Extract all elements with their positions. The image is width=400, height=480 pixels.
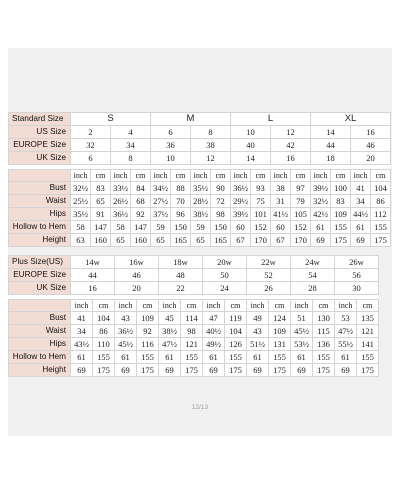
plus-measure-value: 114	[181, 312, 203, 325]
standard-measure-label: Hollow to Hem	[9, 221, 71, 234]
standard-measure-value: 60	[231, 221, 251, 234]
plus-measure-value: 69	[71, 364, 93, 377]
standard-measure-value: 41	[351, 182, 371, 195]
unit-inch: inch	[311, 170, 331, 182]
plus-measure-row	[9, 364, 379, 377]
standard-measure-value: 35½	[191, 182, 211, 195]
plus-measure-value: 45½	[115, 338, 137, 351]
standard-measure-value: 165	[211, 234, 231, 247]
us-size-cell: 8	[191, 126, 231, 139]
uk-size-cell: 16	[271, 152, 311, 165]
size-group-xl: XL	[311, 113, 391, 126]
standard-measure-value: 32½	[311, 195, 331, 208]
standard-measure-value: 150	[211, 221, 231, 234]
plus-europe-size-label: EUROPE Size	[9, 269, 71, 282]
standard-measure-row	[9, 221, 391, 234]
plus-measure-value: 61	[291, 351, 313, 364]
plus-measure-value: 38½	[159, 325, 181, 338]
standard-measure-value: 67	[271, 234, 291, 247]
plus-measure-value: 53½	[291, 338, 313, 351]
uk-size-row	[9, 152, 391, 165]
unit-cm: cm	[131, 170, 151, 182]
standard-measure-value: 58	[71, 221, 91, 234]
standard-measure-value: 27½	[151, 195, 171, 208]
standard-measure-value: 97	[291, 182, 311, 195]
plus-measure-value: 69	[247, 364, 269, 377]
plus-measure-value: 61	[335, 351, 357, 364]
europe-size-cell: 36	[151, 139, 191, 152]
standard-measure-value: 44½	[351, 208, 371, 221]
us-size-cell: 16	[351, 126, 391, 139]
uk-size-cell: 6	[71, 152, 111, 165]
standard-measure-value: 41½	[271, 208, 291, 221]
standard-measure-value: 96	[171, 208, 191, 221]
plus-measure-label: Waist	[9, 325, 71, 338]
standard-measure-value: 29½	[231, 195, 251, 208]
plus-measure-value: 45½	[291, 325, 313, 338]
plus-measure-label: Hollow to Hem	[9, 351, 71, 364]
plus-uk-size-cell: 28	[291, 282, 335, 295]
standard-measure-value: 63	[71, 234, 91, 247]
plus-measure-value: 131	[269, 338, 291, 351]
standard-size-label: Standard Size	[9, 113, 71, 126]
plus-measure-value: 135	[357, 312, 379, 325]
plus-measure-rows	[9, 312, 379, 377]
plus-measure-value: 43½	[71, 338, 93, 351]
plus-us-size-row	[9, 256, 379, 269]
standard-measure-row	[9, 208, 391, 221]
unit-cm: cm	[171, 170, 191, 182]
standard-measure-value: 25½	[71, 195, 91, 208]
standard-measure-value: 36½	[231, 182, 251, 195]
standard-measure-value: 91	[91, 208, 111, 221]
plus-measure-value: 116	[137, 338, 159, 351]
standard-measure-value: 101	[251, 208, 271, 221]
standard-measure-value: 26½	[111, 195, 131, 208]
plus-measure-value: 121	[357, 325, 379, 338]
unit-cm: cm	[331, 170, 351, 182]
unit-inch: inch	[191, 170, 211, 182]
plus-uk-size-cell: 16	[71, 282, 115, 295]
unit-inch: inch	[291, 300, 313, 312]
plus-uk-size-row	[9, 282, 379, 295]
standard-measure-value: 67	[231, 234, 251, 247]
unit-row	[9, 170, 391, 182]
plus-measure-value: 155	[313, 351, 335, 364]
plus-measure-value: 55½	[335, 338, 357, 351]
us-size-cell: 2	[71, 126, 111, 139]
standard-measure-value: 65	[151, 234, 171, 247]
europe-size-cell: 44	[311, 139, 351, 152]
plus-europe-size-cell: 52	[247, 269, 291, 282]
standard-measure-value: 32½	[71, 182, 91, 195]
plus-uk-size-cell: 24	[203, 282, 247, 295]
unit-inch: inch	[351, 170, 371, 182]
plus-uk-size-cell: 30	[335, 282, 379, 295]
unit-inch: inch	[151, 170, 171, 182]
plus-measure-value: 104	[225, 325, 247, 338]
plus-measure-value: 141	[357, 338, 379, 351]
unit-inch: inch	[115, 300, 137, 312]
plus-measure-value: 92	[137, 325, 159, 338]
us-size-row	[9, 126, 391, 139]
standard-measure-value: 160	[91, 234, 111, 247]
us-size-cell: 14	[311, 126, 351, 139]
plus-measure-value: 155	[357, 351, 379, 364]
plus-measure-value: 49½	[203, 338, 225, 351]
standard-measure-value: 28½	[191, 195, 211, 208]
plus-unit-row	[9, 300, 379, 312]
standard-measure-value: 31	[271, 195, 291, 208]
europe-size-cell: 34	[111, 139, 151, 152]
plus-size-label: Plus Size(US)	[9, 256, 71, 269]
unit-cm: cm	[357, 300, 379, 312]
plus-us-size-cell: 16w	[115, 256, 159, 269]
plus-measure-value: 130	[313, 312, 335, 325]
unit-cm: cm	[211, 170, 231, 182]
plus-measure-value: 109	[269, 325, 291, 338]
plus-measure-value: 47	[203, 312, 225, 325]
standard-measure-value: 79	[291, 195, 311, 208]
plus-measure-value: 110	[93, 338, 115, 351]
unit-inch: inch	[203, 300, 225, 312]
plus-measure-value: 43	[247, 325, 269, 338]
plus-measure-value: 109	[137, 312, 159, 325]
europe-size-label: EUROPE Size	[9, 139, 71, 152]
plus-measure-value: 115	[313, 325, 335, 338]
standard-measure-value: 175	[371, 234, 391, 247]
plus-europe-size-cell: 48	[159, 269, 203, 282]
us-size-cell: 10	[231, 126, 271, 139]
plus-us-size-cell: 22w	[247, 256, 291, 269]
size-group-s: S	[71, 113, 151, 126]
standard-measure-value: 175	[331, 234, 351, 247]
standard-measure-value: 38	[271, 182, 291, 195]
unit-inch: inch	[71, 170, 91, 182]
unit-inch: inch	[231, 170, 251, 182]
plus-measure-value: 34	[71, 325, 93, 338]
standard-measure-value: 152	[251, 221, 271, 234]
europe-size-cell: 32	[71, 139, 111, 152]
plus-measure-value: 175	[357, 364, 379, 377]
plus-measure-value: 175	[313, 364, 335, 377]
standard-measure-value: 170	[291, 234, 311, 247]
standard-size-table	[8, 112, 391, 247]
standard-measure-label: Height	[9, 234, 71, 247]
plus-measure-value: 45	[159, 312, 181, 325]
plus-europe-size-cell: 56	[335, 269, 379, 282]
standard-measure-value: 90	[211, 182, 231, 195]
plus-measure-label: Height	[9, 364, 71, 377]
plus-measure-value: 155	[137, 351, 159, 364]
standard-measure-row	[9, 195, 391, 208]
plus-measure-value: 43	[115, 312, 137, 325]
standard-measure-value: 147	[91, 221, 111, 234]
standard-measure-value: 150	[171, 221, 191, 234]
unit-cm: cm	[91, 170, 111, 182]
plus-measure-value: 155	[225, 351, 247, 364]
plus-measure-value: 40½	[203, 325, 225, 338]
plus-europe-size-cell: 46	[115, 269, 159, 282]
standard-measure-value: 155	[331, 221, 351, 234]
plus-measure-value: 175	[269, 364, 291, 377]
plus-measure-value: 104	[93, 312, 115, 325]
uk-size-cell: 8	[111, 152, 151, 165]
uk-size-cell: 18	[311, 152, 351, 165]
plus-europe-size-cell: 44	[71, 269, 115, 282]
unit-inch: inch	[335, 300, 357, 312]
plus-europe-size-row	[9, 269, 379, 282]
standard-measure-value: 69	[351, 234, 371, 247]
unit-cm: cm	[181, 300, 203, 312]
standard-measure-value: 59	[191, 221, 211, 234]
standard-measure-value: 100	[331, 182, 351, 195]
standard-measure-row	[9, 234, 391, 247]
standard-measure-value: 160	[131, 234, 151, 247]
plus-measure-label: Bust	[9, 312, 71, 325]
standard-measure-value: 98	[211, 208, 231, 221]
plus-us-size-cell: 26w	[335, 256, 379, 269]
plus-measure-value: 69	[291, 364, 313, 377]
unit-cm: cm	[313, 300, 335, 312]
plus-measure-value: 136	[313, 338, 335, 351]
page-indicator: 12/13	[191, 404, 209, 411]
standard-measure-value: 104	[371, 182, 391, 195]
plus-measure-value: 61	[247, 351, 269, 364]
us-size-cell: 6	[151, 126, 191, 139]
europe-size-cell: 38	[191, 139, 231, 152]
unit-cm: cm	[251, 170, 271, 182]
plus-measure-value: 98	[181, 325, 203, 338]
plus-size-table	[8, 255, 379, 377]
plus-measure-value: 61	[71, 351, 93, 364]
standard-measure-value: 70	[171, 195, 191, 208]
standard-measure-row	[9, 182, 391, 195]
standard-measure-label: Waist	[9, 195, 71, 208]
standard-measure-value: 37½	[151, 208, 171, 221]
plus-measure-value: 119	[225, 312, 247, 325]
standard-measure-value: 84	[131, 182, 151, 195]
plus-measure-value: 126	[225, 338, 247, 351]
standard-measure-value: 155	[371, 221, 391, 234]
standard-measure-value: 65	[91, 195, 111, 208]
unit-inch: inch	[271, 170, 291, 182]
plus-uk-size-cell: 22	[159, 282, 203, 295]
plus-measure-value: 49	[247, 312, 269, 325]
plus-measure-value: 41	[71, 312, 93, 325]
plus-europe-size-cell: 54	[291, 269, 335, 282]
standard-measure-value: 109	[331, 208, 351, 221]
unit-inch: inch	[111, 170, 131, 182]
plus-measure-value: 175	[137, 364, 159, 377]
uk-size-cell: 14	[231, 152, 271, 165]
standard-measure-value: 68	[131, 195, 151, 208]
standard-measure-value: 69	[311, 234, 331, 247]
europe-size-cell: 46	[351, 139, 391, 152]
plus-measure-row	[9, 325, 379, 338]
standard-measure-value: 33½	[111, 182, 131, 195]
plus-measure-row	[9, 338, 379, 351]
standard-measure-value: 105	[291, 208, 311, 221]
standard-measure-value: 65	[191, 234, 211, 247]
plus-measure-value: 175	[93, 364, 115, 377]
standard-measure-value: 147	[131, 221, 151, 234]
unit-label-blank	[9, 170, 71, 182]
plus-measure-value: 155	[269, 351, 291, 364]
plus-measure-row	[9, 351, 379, 364]
unit-inch: inch	[71, 300, 93, 312]
standard-measure-value: 61	[351, 221, 371, 234]
unit-cm: cm	[269, 300, 291, 312]
plus-measure-value: 47½	[159, 338, 181, 351]
plus-measure-value: 61	[115, 351, 137, 364]
standard-measure-rows	[9, 182, 391, 247]
standard-measure-value: 93	[251, 182, 271, 195]
uk-size-cell: 20	[351, 152, 391, 165]
plus-measure-value: 155	[93, 351, 115, 364]
plus-measure-label: Hips	[9, 338, 71, 351]
plus-us-size-cell: 14w	[71, 256, 115, 269]
standard-measure-label: Bust	[9, 182, 71, 195]
plus-measure-value: 69	[159, 364, 181, 377]
unit-cm: cm	[371, 170, 391, 182]
europe-size-row	[9, 139, 391, 152]
plus-measure-value: 36½	[115, 325, 137, 338]
plus-measure-value: 155	[181, 351, 203, 364]
standard-measure-value: 83	[91, 182, 111, 195]
plus-measure-value: 69	[115, 364, 137, 377]
uk-size-cell: 10	[151, 152, 191, 165]
standard-measure-value: 152	[291, 221, 311, 234]
plus-measure-value: 47½	[335, 325, 357, 338]
unit-cm: cm	[225, 300, 247, 312]
plus-measure-value: 124	[269, 312, 291, 325]
unit-cm: cm	[137, 300, 159, 312]
plus-measure-value: 51½	[247, 338, 269, 351]
plus-measure-value: 53	[335, 312, 357, 325]
plus-uk-size-cell: 20	[115, 282, 159, 295]
plus-measure-value: 121	[181, 338, 203, 351]
standard-measure-value: 58	[111, 221, 131, 234]
standard-measure-value: 165	[171, 234, 191, 247]
plus-us-size-cell: 24w	[291, 256, 335, 269]
europe-size-cell: 40	[231, 139, 271, 152]
standard-measure-value: 60	[271, 221, 291, 234]
unit-cm: cm	[291, 170, 311, 182]
unit-cm: cm	[93, 300, 115, 312]
standard-measure-value: 61	[311, 221, 331, 234]
standard-measure-value: 39½	[231, 208, 251, 221]
plus-us-size-cell: 20w	[203, 256, 247, 269]
unit-inch: inch	[159, 300, 181, 312]
standard-measure-value: 42½	[311, 208, 331, 221]
standard-measure-value: 112	[371, 208, 391, 221]
size-group-m: M	[151, 113, 231, 126]
us-size-cell: 12	[271, 126, 311, 139]
standard-measure-value: 170	[251, 234, 271, 247]
uk-size-label: UK Size	[9, 152, 71, 165]
unit-label-blank	[9, 300, 71, 312]
standard-measure-value: 59	[151, 221, 171, 234]
plus-europe-size-cell: 50	[203, 269, 247, 282]
plus-uk-size-label: UK Size	[9, 282, 71, 295]
plus-measure-value: 69	[335, 364, 357, 377]
plus-measure-value: 175	[181, 364, 203, 377]
us-size-label: US Size	[9, 126, 71, 139]
standard-measure-value: 34½	[151, 182, 171, 195]
size-group-row	[9, 113, 391, 126]
standard-measure-label: Hips	[9, 208, 71, 221]
standard-measure-value: 65	[111, 234, 131, 247]
europe-size-cell: 42	[271, 139, 311, 152]
uk-size-cell: 12	[191, 152, 231, 165]
standard-measure-value: 39½	[311, 182, 331, 195]
plus-measure-value: 175	[225, 364, 247, 377]
plus-measure-value: 61	[203, 351, 225, 364]
standard-measure-value: 86	[371, 195, 391, 208]
standard-measure-value: 92	[131, 208, 151, 221]
standard-measure-value: 38½	[191, 208, 211, 221]
plus-measure-value: 86	[93, 325, 115, 338]
unit-inch: inch	[247, 300, 269, 312]
standard-measure-value: 83	[331, 195, 351, 208]
standard-measure-value: 88	[171, 182, 191, 195]
standard-measure-value: 34	[351, 195, 371, 208]
plus-measure-row	[9, 312, 379, 325]
standard-measure-value: 72	[211, 195, 231, 208]
plus-measure-value: 69	[203, 364, 225, 377]
plus-measure-value: 61	[159, 351, 181, 364]
plus-measure-value: 51	[291, 312, 313, 325]
plus-us-size-cell: 18w	[159, 256, 203, 269]
standard-measure-value: 36½	[111, 208, 131, 221]
plus-uk-size-cell: 26	[247, 282, 291, 295]
us-size-cell: 4	[111, 126, 151, 139]
size-group-l: L	[231, 113, 311, 126]
standard-measure-value: 35½	[71, 208, 91, 221]
standard-measure-value: 75	[251, 195, 271, 208]
